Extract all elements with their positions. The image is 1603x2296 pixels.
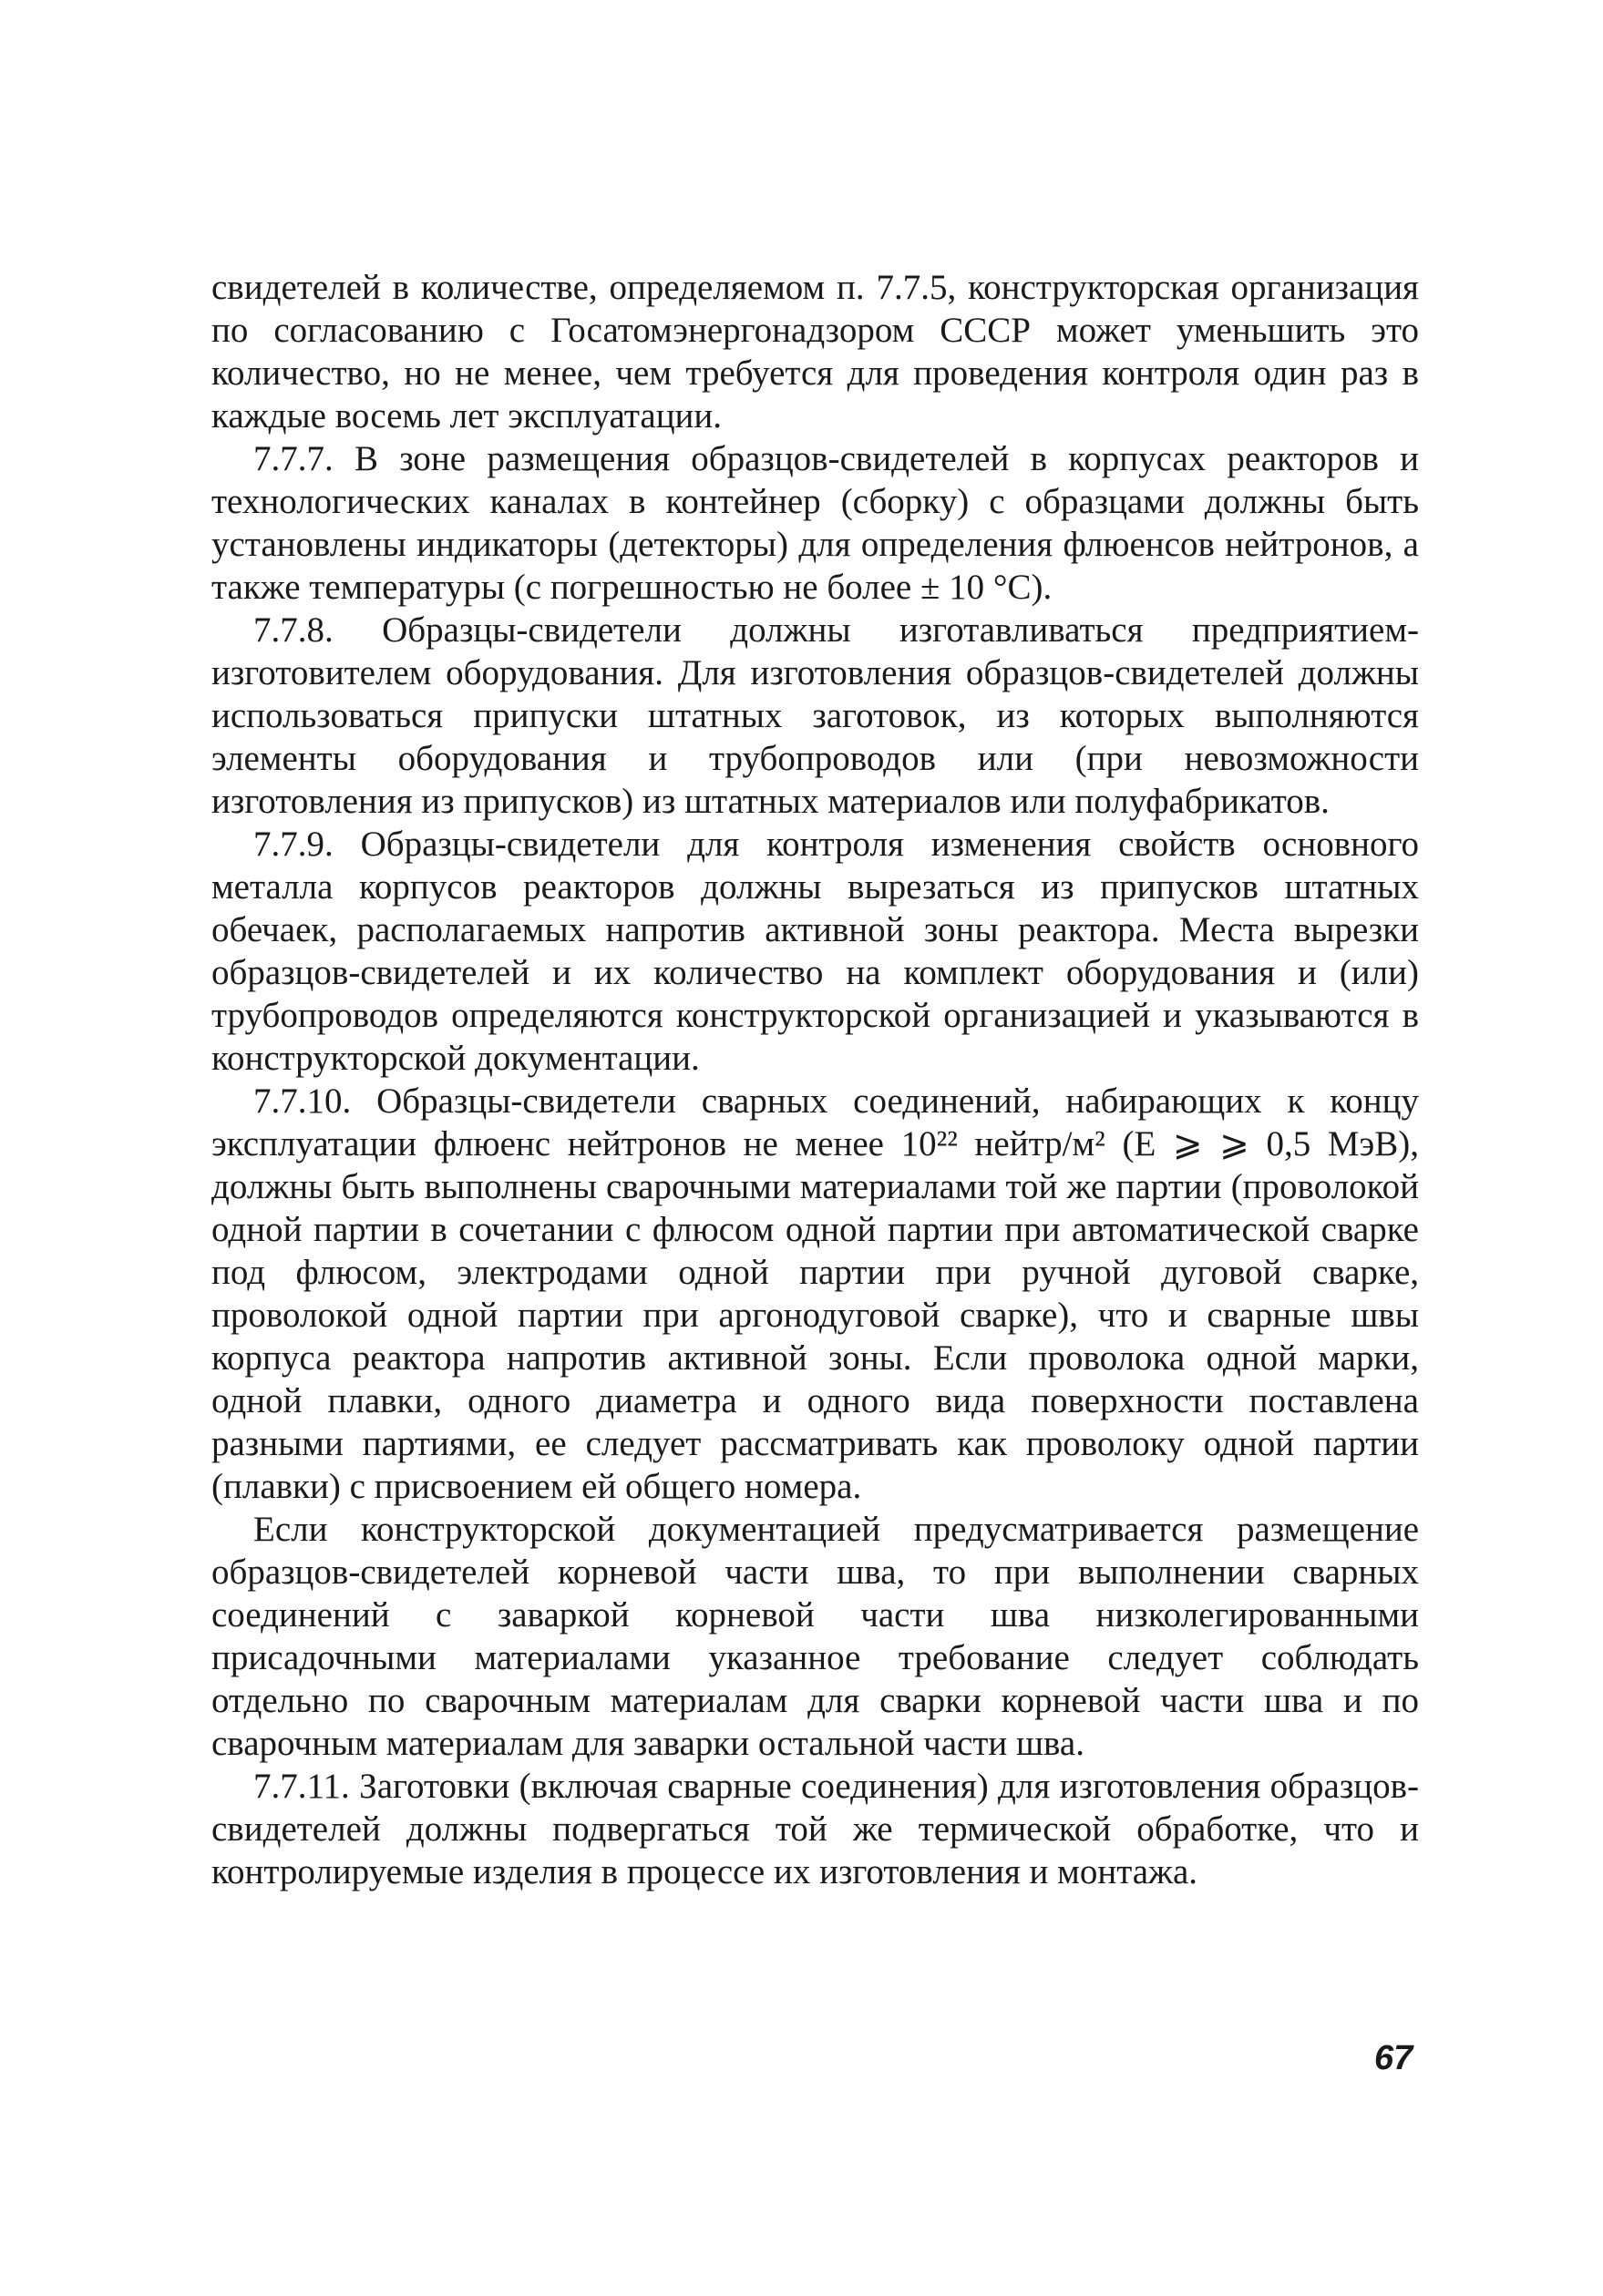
paragraph-root-weld: Если конструкторской документацией предусматривается размещение образцов-свидетелей корневой части шва, то при выполнении сварных соединений с заваркой корневой части шва низколегированными присадочными материалами указанное требование следует соблюдать отдельно по сварочным материалам для сварки корневой части шва и по сварочным материалам для заварки остальной части шва.	[211, 1510, 1419, 1763]
paragraph-7-7-9: 7.7.9. Образцы-свидетели для контроля изменения свойств основного металла корпусов реакторов должны вырезаться из припусков штатных обечаек, располагаемых напротив активной зоны реактора. Места вырезки образцов-свидетелей и их количество на комплект оборудования и (или) трубопроводов определяются конструкторской организацией и указываются в конструкторской документации.	[211, 825, 1419, 1078]
paragraph-7-7-8: 7.7.8. Образцы-свидетели должны изготавливаться предприятием-изготовителем оборудования. Для изготовления образцов-свидетелей должны использоваться припуски штатных заготовок, из которых выполняются элементы оборудования и трубопроводов или (при невозможности изготовления из припусков) из штатных материалов или полуфабрикатов.	[211, 610, 1419, 821]
paragraph-continuation: свидетелей в количестве, определяемом п. 7.7.5, конструкторская организация по согласованию с Госатомэнергонадзором СССР может уменьшить это количество, но не менее, чем требуется для проведения контроля один раз в каждые восемь лет эксплуатации.	[211, 268, 1419, 436]
paragraph-7-7-11: 7.7.11. Заготовки (включая сварные соединения) для изготовления образцов-свидетелей должны подвергаться той же термической обработке, что и контролируемые изделия в процессе их изготовления и монтажа.	[211, 1767, 1419, 1891]
paragraph-7-7-7: 7.7.7. В зоне размещения образцов-свидетелей в корпусах реакторов и технологических каналах в контейнер (сборку) с образцами должны быть установлены индикаторы (детекторы) для определения флюенсов нейтронов, а также температуры (с погрешностью не более ± 10 °С).	[211, 439, 1419, 607]
document-body	[211, 266, 1419, 1893]
page-number: 67	[1374, 2039, 1413, 2077]
paragraph-7-7-10: 7.7.10. Образцы-свидетели сварных соединений, набирающих к концу эксплуатации флюенс нейтронов не менее 10²² нейтр/м² (E ⩾ ⩾ 0,5 МэВ), должны быть выполнены сварочными материалами той же партии (проволокой одной партии в сочетании с флюсом одной партии при автоматической сварке под флюсом, электродами одной партии при ручной дуговой сварке, проволокой одной партии при аргонодуговой сварке), что и сварные швы корпуса реактора напротив активной зоны. Если проволока одной марки, одной плавки, одного диаметра и одного вида поверхности поставлена разными партиями, ее следует рассматривать как проволоку одной партии (плавки) с присвоением ей общего номера.	[211, 1081, 1419, 1506]
